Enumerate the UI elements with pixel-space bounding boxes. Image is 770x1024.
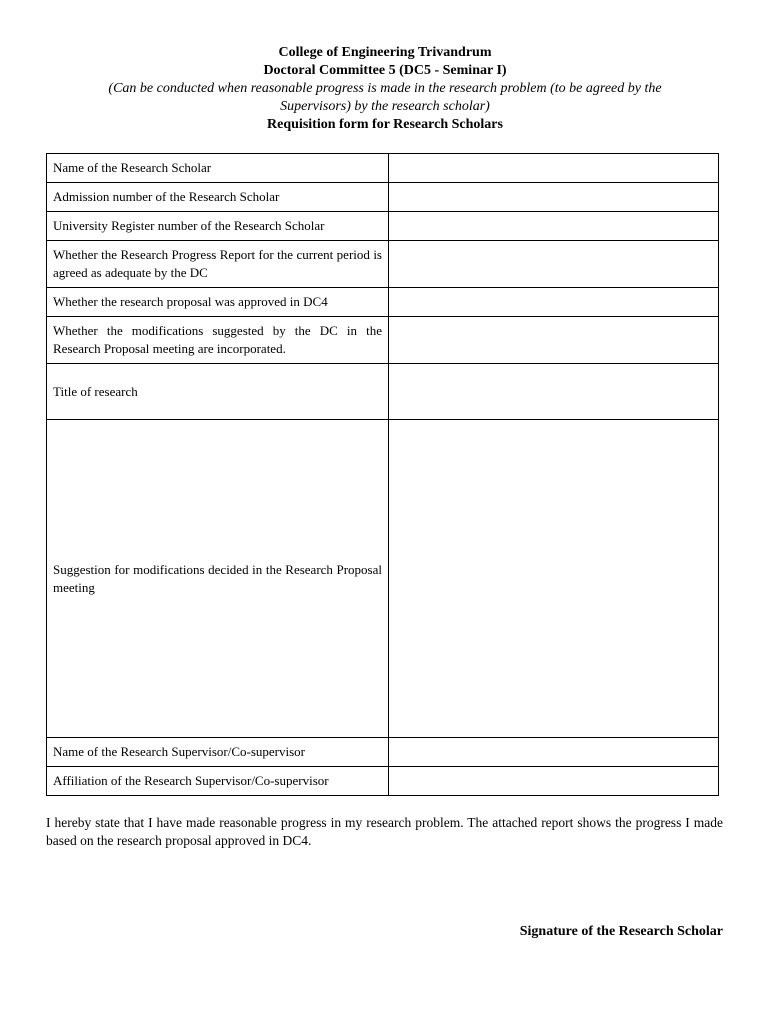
field-value-register-number[interactable] xyxy=(389,212,719,241)
form-header xyxy=(40,44,730,134)
committee-title: Doctoral Committee 5 (DC5 - Seminar I) xyxy=(263,63,507,78)
field-label-progress-report: Whether the Research Progress Report for the current period is agreed as adequate by the DC xyxy=(47,241,389,288)
field-value-supervisor-affiliation[interactable] xyxy=(389,767,719,796)
college-name: College of Engineering Trivandrum xyxy=(278,45,492,60)
table-row xyxy=(47,212,719,241)
field-label-register-number: University Register number of the Research Scholar xyxy=(47,212,389,241)
condition-note-line1: (Can be conducted when reasonable progress is made in the research problem (to be agreed by the xyxy=(108,81,662,96)
field-label-supervisor-affiliation: Affiliation of the Research Supervisor/Co-supervisor xyxy=(47,767,389,796)
field-value-scholar-name[interactable] xyxy=(389,154,719,183)
field-label-supervisor-name: Name of the Research Supervisor/Co-supervisor xyxy=(47,738,389,767)
field-value-suggested-modifications[interactable] xyxy=(389,420,719,738)
declaration-text: I hereby state that I have made reasonable progress in my research problem. The attached report shows the progress I made based on the research proposal approved in DC4. xyxy=(46,815,723,848)
field-value-progress-report[interactable] xyxy=(389,241,719,288)
field-label-suggested-modifications: Suggestion for modifications decided in the Research Proposal meeting xyxy=(47,420,389,738)
table-row xyxy=(47,317,719,364)
table-row xyxy=(47,420,719,738)
table-row xyxy=(47,288,719,317)
form-title: Requisition form for Research Scholars xyxy=(267,117,503,132)
table-row xyxy=(47,364,719,420)
table-row xyxy=(47,767,719,796)
field-value-proposal-approved[interactable] xyxy=(389,288,719,317)
field-label-scholar-name: Name of the Research Scholar xyxy=(47,154,389,183)
table-row xyxy=(47,738,719,767)
condition-note-line2: Supervisors) by the research scholar) xyxy=(280,99,490,114)
table-row xyxy=(47,154,719,183)
field-label-admission-number: Admission number of the Research Scholar xyxy=(47,183,389,212)
field-value-research-title[interactable] xyxy=(389,364,719,420)
table-row xyxy=(47,241,719,288)
field-label-modifications-incorporated: Whether the modifications suggested by the DC in the Research Proposal meeting are incorporated. xyxy=(47,317,389,364)
requisition-form-table xyxy=(46,153,719,796)
field-value-modifications-incorporated[interactable] xyxy=(389,317,719,364)
table-row xyxy=(47,183,719,212)
field-label-proposal-approved: Whether the research proposal was approved in DC4 xyxy=(47,288,389,317)
field-label-research-title: Title of research xyxy=(47,364,389,420)
field-value-supervisor-name[interactable] xyxy=(389,738,719,767)
field-value-admission-number[interactable] xyxy=(389,183,719,212)
signature-label: Signature of the Research Scholar xyxy=(519,924,723,939)
